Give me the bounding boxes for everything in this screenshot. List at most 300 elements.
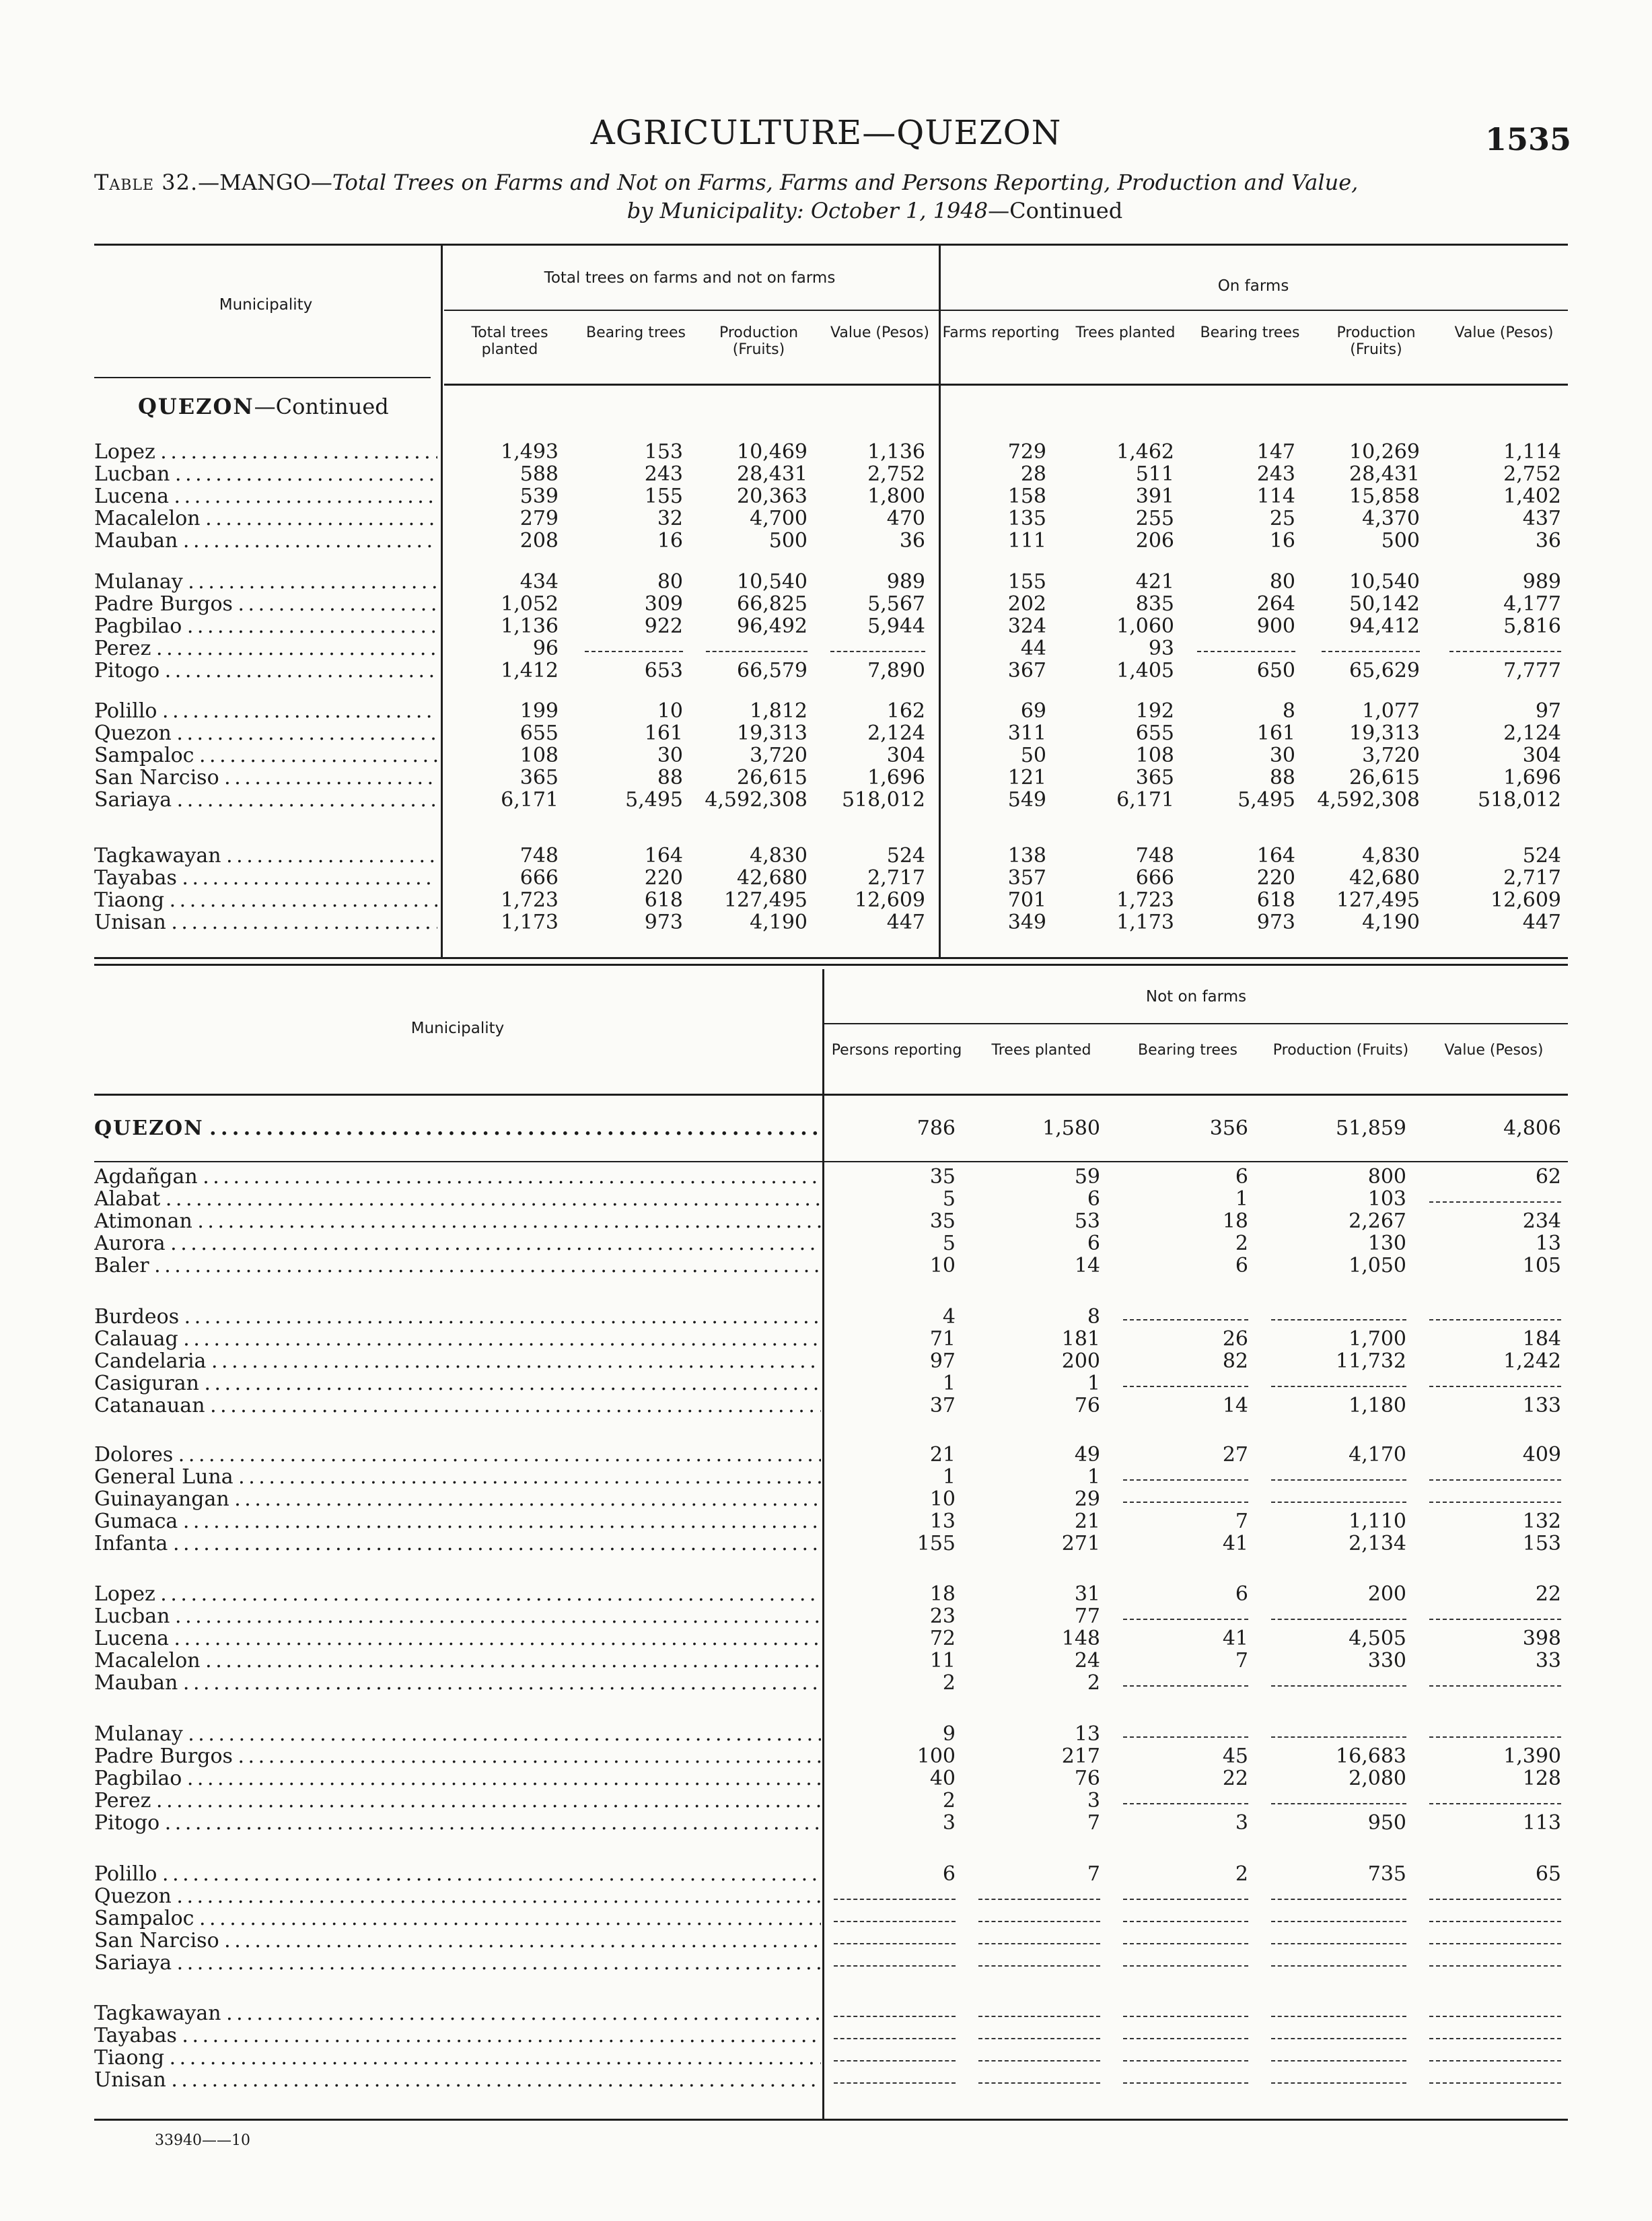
table-subject: —MANGO— xyxy=(198,170,332,195)
table-cell: 113 xyxy=(1522,1811,1561,1835)
table-cell: 127,495 xyxy=(1336,888,1420,912)
table-cell: 97 xyxy=(1535,699,1561,723)
table-cell: 158 xyxy=(1007,485,1046,508)
table-cell: 10 xyxy=(657,699,683,723)
table-cell: 62 xyxy=(1535,1165,1561,1189)
table-cell: 4,170 xyxy=(1349,1443,1406,1467)
municipality-name: Perez . . . xyxy=(94,1790,821,1812)
municipality-name: Macalelon . . . xyxy=(94,1650,821,1672)
table-cell: 2,080 xyxy=(1349,1767,1406,1790)
municipality-name: Burdeos . . . xyxy=(94,1306,821,1329)
table-cell: 4,592,308 xyxy=(1317,788,1420,812)
table-cell xyxy=(1123,1672,1248,1687)
municipality-name: Tagkawayan . . . xyxy=(94,2002,821,2025)
table-cell: 6 xyxy=(1087,1187,1100,1211)
table-cell: 1,173 xyxy=(501,911,559,934)
table-cell: 973 xyxy=(1256,911,1295,934)
table-cell: 127,495 xyxy=(723,888,807,912)
table-row xyxy=(0,1488,1652,1511)
table-row xyxy=(0,2024,1652,2047)
table-cell: 100 xyxy=(917,1744,956,1768)
municipality-name: Tiaong . . . xyxy=(94,2047,821,2070)
table-cell xyxy=(1271,2024,1406,2039)
table-row xyxy=(0,463,1652,486)
column-header: Bearing trees xyxy=(586,324,686,341)
table-cell: 800 xyxy=(1367,1165,1406,1189)
table-cell: 24 xyxy=(1074,1649,1100,1672)
table-cell: 356 xyxy=(1209,1117,1248,1140)
table-cell xyxy=(1123,1952,1248,1967)
table-row xyxy=(0,571,1652,594)
table-cell xyxy=(978,2047,1100,2061)
table-cell: 3,720 xyxy=(1362,744,1420,767)
table-cell: 653 xyxy=(644,659,683,682)
table-row xyxy=(0,700,1652,723)
municipality-name: Pitogo . . . xyxy=(94,660,437,682)
table-cell xyxy=(1197,637,1295,652)
table-cell: 4,370 xyxy=(1362,507,1420,530)
municipality-name: Sampaloc . . . xyxy=(94,1907,821,1930)
table-cell xyxy=(1271,1885,1406,1900)
table-cell xyxy=(1429,1372,1561,1387)
table-cell: 500 xyxy=(1381,529,1420,553)
table-cell: 10 xyxy=(929,1254,956,1277)
table-cell: 1,412 xyxy=(501,659,559,682)
table-cell: 618 xyxy=(644,888,683,912)
table-cell: 51,859 xyxy=(1336,1117,1406,1140)
municipality-name: Dolores . . . xyxy=(94,1444,821,1467)
table-cell: 28 xyxy=(1020,462,1046,486)
table-row xyxy=(0,1188,1652,1211)
municipality-name: Lucban . . . xyxy=(94,1605,821,1628)
table-cell: 1,180 xyxy=(1349,1394,1406,1417)
table-cell xyxy=(1123,1790,1248,1804)
table-cell: 234 xyxy=(1522,1209,1561,1233)
table-cell: 181 xyxy=(1061,1327,1100,1351)
table-cell: 164 xyxy=(1256,844,1295,868)
municipality-name: Lucban . . . xyxy=(94,463,437,486)
table-cell: 27 xyxy=(1222,1443,1248,1467)
table-cell: 1,402 xyxy=(1503,485,1561,508)
table-cell: 6,171 xyxy=(1116,788,1174,812)
table-cell: 437 xyxy=(1522,507,1561,530)
column-header: Trees planted xyxy=(991,1042,1091,1059)
table-cell: 10,469 xyxy=(737,440,807,464)
table-row xyxy=(0,1952,1652,1975)
table-cell: 18 xyxy=(1222,1209,1248,1233)
table-row xyxy=(0,660,1652,682)
table-cell xyxy=(1429,1907,1561,1922)
table-cell xyxy=(1123,2047,1248,2061)
table-cell: 518,012 xyxy=(841,788,925,812)
table-row xyxy=(0,1745,1652,1768)
municipality-name: Tagkawayan . . . xyxy=(94,845,437,868)
table-cell: 2,717 xyxy=(867,866,925,890)
municipality-name: Sariaya . . . xyxy=(94,789,437,812)
table-cell: 2 xyxy=(1235,1862,1248,1886)
municipality-name: Lucena . . . xyxy=(94,1627,821,1650)
table-cell xyxy=(1271,1930,1406,1944)
table-cell: 1,812 xyxy=(750,699,807,723)
table-cell: 748 xyxy=(1135,844,1174,868)
municipality-name: Pitogo . . . xyxy=(94,1812,821,1835)
table-cell xyxy=(1123,1930,1248,1944)
table-cell: 41 xyxy=(1222,1532,1248,1555)
municipality-name: Mulanay . . . xyxy=(94,1723,821,1746)
table-row xyxy=(0,441,1652,464)
table-cell xyxy=(978,1885,1100,1900)
municipality-name: Baler . . . xyxy=(94,1255,821,1277)
caption-line2: by Municipality: October 1, 1948 xyxy=(626,198,989,223)
table-row xyxy=(0,1605,1652,1628)
table-cell: 26,615 xyxy=(737,766,807,789)
table-cell: 4,830 xyxy=(1362,844,1420,868)
table-cell: 71 xyxy=(929,1327,956,1351)
table-cell xyxy=(1429,2002,1561,2017)
table-row xyxy=(0,911,1652,934)
table-cell: 155 xyxy=(917,1532,956,1555)
table-row xyxy=(0,1885,1652,1908)
table-cell: 549 xyxy=(1007,788,1046,812)
table-cell: 5,567 xyxy=(867,592,925,616)
table-cell: 6,171 xyxy=(501,788,559,812)
table-cell: 391 xyxy=(1135,485,1174,508)
table-cell: 1,700 xyxy=(1349,1327,1406,1351)
municipality-name: Mulanay . . . xyxy=(94,571,437,594)
footer-code: 33940——10 xyxy=(155,2132,250,2149)
table-cell: 786 xyxy=(917,1117,956,1140)
table-cell: 365 xyxy=(1135,766,1174,789)
table-cell: 40 xyxy=(929,1767,956,1790)
table-cell: 36 xyxy=(899,529,925,553)
table-row xyxy=(0,1532,1652,1555)
table-cell: 1 xyxy=(1087,1372,1100,1395)
page-number: 1535 xyxy=(1484,121,1571,157)
municipality-name: Alabat . . . xyxy=(94,1188,821,1211)
table-cell: 421 xyxy=(1135,570,1174,594)
table-cell xyxy=(978,2069,1100,2084)
table-cell xyxy=(1123,1466,1248,1481)
table-row xyxy=(0,1466,1652,1489)
municipality-name: QUEZON . . . xyxy=(94,1117,821,1140)
table-cell: 23 xyxy=(929,1605,956,1628)
table-cell: 33 xyxy=(1535,1649,1561,1672)
table-cell: 26,615 xyxy=(1349,766,1420,789)
table-cell xyxy=(1123,2002,1248,2017)
table-cell: 735 xyxy=(1367,1862,1406,1886)
table-row xyxy=(0,767,1652,789)
table-cell: 3 xyxy=(942,1811,956,1835)
table-cell: 1,696 xyxy=(1503,766,1561,789)
table-cell xyxy=(706,637,807,652)
table-cell: 25 xyxy=(1269,507,1295,530)
table-cell: 4,177 xyxy=(1503,592,1561,616)
table-cell: 524 xyxy=(1522,844,1561,868)
table-cell xyxy=(834,2002,956,2017)
municipality-name: Guinayangan . . . xyxy=(94,1488,821,1511)
table-cell xyxy=(1271,1372,1406,1387)
table-cell: 14 xyxy=(1222,1394,1248,1417)
table-caption xyxy=(94,168,1575,225)
table-cell: 9 xyxy=(942,1722,956,1746)
table-cell: 701 xyxy=(1007,888,1046,912)
table-cell: 4,190 xyxy=(750,911,807,934)
group-header-on-farms: On farms xyxy=(1217,277,1289,295)
table-cell: 666 xyxy=(1135,866,1174,890)
table-cell xyxy=(1123,1885,1248,1900)
table-cell: 13 xyxy=(1074,1722,1100,1746)
table-row xyxy=(0,1395,1652,1417)
municipality-name: Mauban . . . xyxy=(94,530,437,553)
table-cell: 76 xyxy=(1074,1767,1100,1790)
municipality-name: Sariaya . . . xyxy=(94,1952,821,1975)
table-row xyxy=(0,1255,1652,1277)
municipality-name: Pagbilao . . . xyxy=(94,615,437,638)
table-cell: 65 xyxy=(1535,1862,1561,1886)
table-row xyxy=(0,889,1652,912)
table-cell: 192 xyxy=(1135,699,1174,723)
table-cell: 22 xyxy=(1535,1582,1561,1606)
table-cell xyxy=(1429,1723,1561,1738)
table-cell xyxy=(1429,1488,1561,1503)
municipality-name: Polillo . . . xyxy=(94,700,437,723)
municipality-name: San Narciso . . . xyxy=(94,767,437,789)
table-cell: 153 xyxy=(644,440,683,464)
table-cell: 16 xyxy=(1269,529,1295,553)
table-cell: 1,493 xyxy=(501,440,559,464)
municipality-name: General Luna . . . xyxy=(94,1466,821,1489)
page-title: AGRICULTURE—QUEZON xyxy=(590,113,1062,152)
table-cell: 3 xyxy=(1235,1811,1248,1835)
table-cell: 82 xyxy=(1222,1349,1248,1373)
table-cell xyxy=(978,2002,1100,2017)
table-cell: 11 xyxy=(929,1649,956,1672)
table-cell xyxy=(1271,1306,1406,1320)
table-cell: 398 xyxy=(1522,1627,1561,1650)
table-cell: 1,173 xyxy=(1116,911,1174,934)
table-cell: 922 xyxy=(644,614,683,638)
table-cell xyxy=(1123,2024,1248,2039)
table-cell: 4 xyxy=(942,1305,956,1329)
table-cell: 7 xyxy=(1235,1510,1248,1533)
municipality-name: Calauag . . . xyxy=(94,1328,821,1351)
table-cell: 12,609 xyxy=(1491,888,1561,912)
table-cell: 133 xyxy=(1522,1394,1561,1417)
table-cell: 2,134 xyxy=(1349,1532,1406,1555)
table-row xyxy=(0,744,1652,767)
table-cell: 18 xyxy=(929,1582,956,1606)
table-cell: 264 xyxy=(1256,592,1295,616)
table-cell: 5,495 xyxy=(1237,788,1295,812)
table-cell: 36 xyxy=(1535,529,1561,553)
table-cell: 217 xyxy=(1061,1744,1100,1768)
table-cell: 255 xyxy=(1135,507,1174,530)
municipality-name: Catanauan . . . xyxy=(94,1395,821,1417)
table-cell xyxy=(978,2024,1100,2039)
municipality-header-2: Municipality xyxy=(410,1020,505,1037)
group-header-not-on-farms: Not on farms xyxy=(1145,988,1247,1006)
table-cell: 155 xyxy=(644,485,683,508)
table-cell: 2 xyxy=(942,1671,956,1695)
table-cell: 1,242 xyxy=(1503,1349,1561,1373)
table-cell: 309 xyxy=(644,592,683,616)
table-cell: 7 xyxy=(1087,1862,1100,1886)
table-row xyxy=(0,1210,1652,1233)
table-cell: 66,825 xyxy=(737,592,807,616)
table-cell: 96 xyxy=(532,637,559,660)
municipality-name: Infanta . . . xyxy=(94,1532,821,1555)
table-cell xyxy=(1429,2047,1561,2061)
table-cell xyxy=(834,2069,956,2084)
table-cell xyxy=(1271,1952,1406,1967)
table-cell xyxy=(834,2047,956,2061)
table-cell: 37 xyxy=(929,1394,956,1417)
table-cell: 311 xyxy=(1007,721,1046,745)
table-cell: 15,858 xyxy=(1349,485,1420,508)
table-cell xyxy=(1429,1790,1561,1804)
table-cell: 3,720 xyxy=(750,744,807,767)
table-cell: 1,462 xyxy=(1116,440,1174,464)
municipality-name: Lucena . . . xyxy=(94,485,437,508)
table-cell: 69 xyxy=(1020,699,1046,723)
table-cell: 184 xyxy=(1522,1327,1561,1351)
table-row xyxy=(0,722,1652,745)
table-cell: 835 xyxy=(1135,592,1174,616)
table-cell: 434 xyxy=(519,570,559,594)
table-cell xyxy=(1429,1930,1561,1944)
table-cell: 12,609 xyxy=(855,888,925,912)
table-cell: 66,579 xyxy=(737,659,807,682)
table-cell: 447 xyxy=(886,911,925,934)
table-cell xyxy=(1271,1790,1406,1804)
table-cell: 349 xyxy=(1007,911,1046,934)
table-cell: 5,495 xyxy=(625,788,683,812)
table-cell xyxy=(1449,637,1561,652)
table-row xyxy=(0,2002,1652,2025)
table-cell: 105 xyxy=(1522,1254,1561,1277)
section-title-quezon: QUEZON—Continued xyxy=(138,394,389,419)
table-cell: 7 xyxy=(1235,1649,1248,1672)
table-cell: 6 xyxy=(1235,1582,1248,1606)
table-cell: 13 xyxy=(929,1510,956,1533)
table-cell xyxy=(1123,2069,1248,2084)
table-cell: 14 xyxy=(1074,1254,1100,1277)
municipality-name: Polillo . . . xyxy=(94,1863,821,1886)
municipality-name: Padre Burgos . . . xyxy=(94,1745,821,1768)
column-header: Bearing trees xyxy=(1200,324,1300,341)
table-cell: 2 xyxy=(942,1789,956,1812)
table-cell: 950 xyxy=(1367,1811,1406,1835)
table-row xyxy=(0,1723,1652,1746)
municipality-name: Atimonan . . . xyxy=(94,1210,821,1233)
table-cell: 208 xyxy=(519,529,559,553)
table-cell xyxy=(834,1907,956,1922)
column-header: Value (Pesos) xyxy=(830,324,929,341)
table-cell: 135 xyxy=(1007,507,1046,530)
table-cell: 42,680 xyxy=(737,866,807,890)
municipality-name: Sampaloc . . . xyxy=(94,744,437,767)
table-cell: 5,944 xyxy=(867,614,925,638)
table-cell xyxy=(1123,1488,1248,1503)
table-cell xyxy=(1271,1723,1406,1738)
table-cell: 2,124 xyxy=(1503,721,1561,745)
table-cell: 4,830 xyxy=(750,844,807,868)
table-row xyxy=(0,1510,1652,1533)
table-cell: 128 xyxy=(1522,1767,1561,1790)
table-cell: 93 xyxy=(1148,637,1174,660)
table-cell: 1,060 xyxy=(1116,614,1174,638)
municipality-header: Municipality xyxy=(219,296,313,314)
table-cell: 65,629 xyxy=(1349,659,1420,682)
table-cell xyxy=(834,1930,956,1944)
table-row xyxy=(0,1812,1652,1835)
table-cell: 220 xyxy=(1256,866,1295,890)
table-cell: 1 xyxy=(1087,1465,1100,1489)
table-cell: 2,267 xyxy=(1349,1209,1406,1233)
table-cell: 10,269 xyxy=(1349,440,1420,464)
table-row xyxy=(0,1117,1652,1140)
table-cell: 161 xyxy=(1256,721,1295,745)
municipality-name: Gumaca . . . xyxy=(94,1510,821,1533)
table-cell: 97 xyxy=(929,1349,956,1373)
table-cell: 650 xyxy=(1256,659,1295,682)
table-cell: 20,363 xyxy=(737,485,807,508)
table-cell xyxy=(1123,1306,1248,1320)
table-cell: 1,405 xyxy=(1116,659,1174,682)
table-cell: 304 xyxy=(1522,744,1561,767)
table-cell: 88 xyxy=(657,766,683,789)
table-row xyxy=(0,1328,1652,1351)
table-cell: 279 xyxy=(519,507,559,530)
table-row xyxy=(0,2047,1652,2070)
table-cell: 1,696 xyxy=(867,766,925,789)
table-cell: 16 xyxy=(657,529,683,553)
table-cell: 3 xyxy=(1087,1789,1100,1812)
table-cell: 153 xyxy=(1522,1532,1561,1555)
table-cell: 1,050 xyxy=(1349,1254,1406,1277)
table-cell: 108 xyxy=(519,744,559,767)
table-row xyxy=(0,1444,1652,1467)
table-cell: 80 xyxy=(1269,570,1295,594)
municipality-name: Casiguran . . . xyxy=(94,1372,821,1395)
table-cell xyxy=(1271,1466,1406,1481)
table-row xyxy=(0,1372,1652,1395)
table-cell: 206 xyxy=(1135,529,1174,553)
table-cell: 28,431 xyxy=(737,462,807,486)
table-row xyxy=(0,1790,1652,1812)
caption-continued: —Continued xyxy=(988,198,1123,223)
municipality-name: Candelaria . . . xyxy=(94,1350,821,1373)
table-cell: 49 xyxy=(1074,1443,1100,1467)
table-cell: 88 xyxy=(1269,766,1295,789)
municipality-name: Unisan . . . xyxy=(94,2069,821,2092)
municipality-name: Agdañgan . . . xyxy=(94,1166,821,1189)
table-cell: 539 xyxy=(519,485,559,508)
table-cell: 80 xyxy=(657,570,683,594)
municipality-name: Lopez . . . xyxy=(94,441,437,464)
table-cell: 2 xyxy=(1235,1232,1248,1255)
table-row xyxy=(0,1672,1652,1695)
table-cell: 103 xyxy=(1367,1187,1406,1211)
table-row xyxy=(0,1907,1652,1930)
table-cell xyxy=(1271,1605,1406,1620)
table-row xyxy=(0,845,1652,868)
table-cell: 72 xyxy=(929,1627,956,1650)
table-cell: 524 xyxy=(886,844,925,868)
group-header-total: Total trees on farms and not on farms xyxy=(544,269,836,287)
table-row xyxy=(0,593,1652,616)
column-header: Production (Fruits) xyxy=(1336,324,1416,358)
